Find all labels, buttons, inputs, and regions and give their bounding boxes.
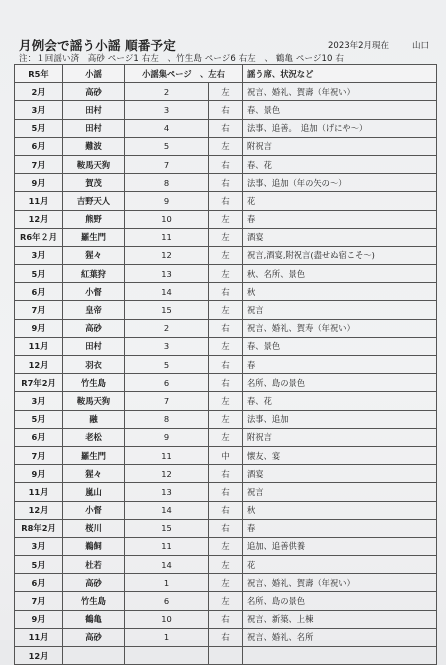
row-side: 右 — [209, 101, 243, 119]
row-side: 左 — [209, 301, 243, 319]
table-row — [15, 174, 437, 192]
table-row — [15, 374, 437, 392]
row-scene: 春 — [243, 519, 437, 537]
page-title: 月例会で謡う小謡 順番予定 — [19, 38, 176, 53]
table-row — [15, 446, 437, 464]
row-scene: 名所、島の景色 — [243, 592, 437, 610]
row-month: 6月 — [15, 428, 63, 446]
row-month: 6月 — [15, 137, 63, 155]
row-page: 13 — [125, 265, 209, 283]
row-page: 12 — [125, 465, 209, 483]
row-page: 7 — [125, 155, 209, 173]
row-page: 11 — [125, 537, 209, 555]
row-scene: 祝言、婚礼、賀壽（年祝い） — [243, 574, 437, 592]
row-piece: 難波 — [63, 137, 125, 155]
row-month: 9月 — [15, 610, 63, 628]
row-page: 14 — [125, 283, 209, 301]
row-month: 3月 — [15, 246, 63, 264]
page-note: 注：１回謡い済 高砂 ページ1 右左 、竹生島 ページ6 右左 、 鶴亀 ページ10 右 — [19, 54, 344, 64]
table-row — [15, 83, 437, 101]
row-scene: 秋 — [243, 283, 437, 301]
table-row — [15, 428, 437, 446]
row-side: 右 — [209, 155, 243, 173]
row-page: 8 — [125, 410, 209, 428]
row-month: 5月 — [15, 119, 63, 137]
table-row — [15, 246, 437, 264]
row-month: 7月 — [15, 592, 63, 610]
table-row — [15, 410, 437, 428]
row-page: 9 — [125, 192, 209, 210]
row-page — [125, 647, 209, 665]
table-row — [15, 610, 437, 628]
row-page: 3 — [125, 101, 209, 119]
row-page: 6 — [125, 374, 209, 392]
row-side: 右 — [209, 610, 243, 628]
row-month: 11月 — [15, 483, 63, 501]
row-piece: 賀茂 — [63, 174, 125, 192]
row-scene: 祝言、婚礼、賀寿（年祝い） — [243, 319, 437, 337]
row-month: 6月 — [15, 283, 63, 301]
row-piece: 竹生島 — [63, 592, 125, 610]
row-side: 左 — [209, 337, 243, 355]
row-piece: 高砂 — [63, 83, 125, 101]
row-scene: 花 — [243, 192, 437, 210]
row-piece: 猩々 — [63, 246, 125, 264]
row-piece: 吉野天人 — [63, 192, 125, 210]
row-page: 4 — [125, 119, 209, 137]
row-scene: 祝言 — [243, 483, 437, 501]
table-row — [15, 647, 437, 665]
row-side: 右 — [209, 483, 243, 501]
table-row — [15, 192, 437, 210]
row-month: 11月 — [15, 337, 63, 355]
row-piece: 鞍馬天狗 — [63, 392, 125, 410]
row-page: 1 — [125, 628, 209, 646]
table-row — [15, 592, 437, 610]
row-piece: 融 — [63, 410, 125, 428]
table-row — [15, 501, 437, 519]
row-piece: 老松 — [63, 428, 125, 446]
row-piece: 田村 — [63, 337, 125, 355]
row-month: 7月 — [15, 301, 63, 319]
row-page: 2 — [125, 83, 209, 101]
row-scene: 春、花 — [243, 392, 437, 410]
table-row — [15, 101, 437, 119]
row-side: 左 — [209, 210, 243, 228]
row-page: 14 — [125, 501, 209, 519]
row-page: 10 — [125, 610, 209, 628]
row-month: R8年2月 — [15, 519, 63, 537]
row-scene: 追加、追善供養 — [243, 537, 437, 555]
row-scene: 花 — [243, 556, 437, 574]
row-side: 左 — [209, 428, 243, 446]
table-row — [15, 137, 437, 155]
row-scene: 酒宴 — [243, 465, 437, 483]
row-month: 11月 — [15, 192, 63, 210]
row-side: 右 — [209, 283, 243, 301]
table-row — [15, 356, 437, 374]
row-side: 左 — [209, 592, 243, 610]
row-month: 5月 — [15, 265, 63, 283]
row-scene: 酒宴 — [243, 228, 437, 246]
row-side: 左 — [209, 574, 243, 592]
table-row — [15, 392, 437, 410]
row-piece: 嵐山 — [63, 483, 125, 501]
row-scene: 春 — [243, 356, 437, 374]
row-scene: 春、花 — [243, 155, 437, 173]
row-side: 中 — [209, 446, 243, 464]
row-scene: 祝言、婚礼、賀壽（年祝い） — [243, 83, 437, 101]
column-header-scene: 謡う席、状況など — [243, 65, 437, 83]
row-page: 14 — [125, 556, 209, 574]
table-row — [15, 574, 437, 592]
row-side: 右 — [209, 465, 243, 483]
row-scene: 祝言,酒宴,附祝言(盡せぬ宿こそ〜) — [243, 246, 437, 264]
row-scene — [243, 647, 437, 665]
row-piece: 羅生門 — [63, 228, 125, 246]
row-piece: 桜川 — [63, 519, 125, 537]
row-page: 1 — [125, 574, 209, 592]
row-scene: 名所、島の景色 — [243, 374, 437, 392]
row-piece: 田村 — [63, 101, 125, 119]
row-month: 12月 — [15, 356, 63, 374]
row-piece: 羅生門 — [63, 446, 125, 464]
row-side: 右 — [209, 319, 243, 337]
row-page: 10 — [125, 210, 209, 228]
table-row — [15, 210, 437, 228]
table-row — [15, 337, 437, 355]
row-month: 3月 — [15, 392, 63, 410]
row-month: 6月 — [15, 574, 63, 592]
row-side: 左 — [209, 537, 243, 555]
row-month: 5月 — [15, 556, 63, 574]
row-scene: 春、景色 — [243, 101, 437, 119]
row-side: 左 — [209, 410, 243, 428]
row-month: R7年2月 — [15, 374, 63, 392]
row-month: 3月 — [15, 101, 63, 119]
row-page: 15 — [125, 301, 209, 319]
row-scene: 附祝言 — [243, 428, 437, 446]
row-piece: 羽衣 — [63, 356, 125, 374]
row-piece: 猩々 — [63, 465, 125, 483]
row-page: 15 — [125, 519, 209, 537]
row-scene: 祝言、新築、上棟 — [243, 610, 437, 628]
table-row — [15, 119, 437, 137]
row-page: 11 — [125, 446, 209, 464]
table-row — [15, 519, 437, 537]
row-side — [209, 647, 243, 665]
row-piece: 高砂 — [63, 628, 125, 646]
row-piece: 高砂 — [63, 574, 125, 592]
table-body — [15, 83, 437, 665]
row-month: 9月 — [15, 465, 63, 483]
row-month: 12月 — [15, 210, 63, 228]
row-piece: 熊野 — [63, 210, 125, 228]
row-side: 右 — [209, 374, 243, 392]
row-side: 右 — [209, 519, 243, 537]
row-page: 9 — [125, 428, 209, 446]
row-piece: 杜若 — [63, 556, 125, 574]
row-scene: 懐友、宴 — [243, 446, 437, 464]
author-name: 山口 — [412, 41, 430, 51]
row-month: 9月 — [15, 319, 63, 337]
row-scene: 法事、追加（年の矢の〜） — [243, 174, 437, 192]
table-row — [15, 283, 437, 301]
schedule-table — [14, 64, 437, 665]
row-piece: 紅葉狩 — [63, 265, 125, 283]
table-row — [15, 155, 437, 173]
table-row — [15, 265, 437, 283]
table-row — [15, 537, 437, 555]
row-scene: 春 — [243, 210, 437, 228]
row-side: 左 — [209, 392, 243, 410]
row-page: 5 — [125, 356, 209, 374]
row-page: 12 — [125, 246, 209, 264]
row-scene: 法事、追善。 追加（げにや〜） — [243, 119, 437, 137]
row-month: 7月 — [15, 446, 63, 464]
row-page: 5 — [125, 137, 209, 155]
row-piece: 竹生島 — [63, 374, 125, 392]
column-header-year: R5年 — [15, 65, 63, 83]
row-piece — [63, 647, 125, 665]
table-row — [15, 465, 437, 483]
row-scene: 法事、追加 — [243, 410, 437, 428]
table-row — [15, 483, 437, 501]
row-piece: 鞍馬天狗 — [63, 155, 125, 173]
row-side: 右 — [209, 192, 243, 210]
row-month: 5月 — [15, 410, 63, 428]
row-month: 11月 — [15, 628, 63, 646]
row-page: 2 — [125, 319, 209, 337]
row-page: 11 — [125, 228, 209, 246]
row-piece: 小督 — [63, 501, 125, 519]
row-page: 13 — [125, 483, 209, 501]
row-month: 2月 — [15, 83, 63, 101]
row-page: 8 — [125, 174, 209, 192]
row-scene: 祝言、婚礼、名所 — [243, 628, 437, 646]
row-scene: 附祝言 — [243, 137, 437, 155]
row-side: 左 — [209, 137, 243, 155]
row-piece: 田村 — [63, 119, 125, 137]
row-side: 右 — [209, 501, 243, 519]
row-scene: 祝言 — [243, 301, 437, 319]
row-side: 右 — [209, 174, 243, 192]
document-date: 2023年2月現在 — [328, 41, 390, 51]
row-side: 右 — [209, 356, 243, 374]
row-piece: 高砂 — [63, 319, 125, 337]
row-scene: 春、景色 — [243, 337, 437, 355]
row-side: 左 — [209, 228, 243, 246]
row-page: 6 — [125, 592, 209, 610]
row-page: 7 — [125, 392, 209, 410]
table-header-row — [15, 65, 437, 83]
row-page: 3 — [125, 337, 209, 355]
row-month: 12月 — [15, 647, 63, 665]
row-piece: 皇帝 — [63, 301, 125, 319]
table-row — [15, 556, 437, 574]
column-header-page-side: 小謡集ページ 、左右 — [125, 65, 243, 83]
row-month: 3月 — [15, 537, 63, 555]
table-row — [15, 228, 437, 246]
row-piece: 鶴亀 — [63, 610, 125, 628]
row-month: 7月 — [15, 155, 63, 173]
row-month: 9月 — [15, 174, 63, 192]
row-side: 右 — [209, 628, 243, 646]
row-side: 左 — [209, 83, 243, 101]
row-side: 左 — [209, 556, 243, 574]
table-row — [15, 319, 437, 337]
row-month: 12月 — [15, 501, 63, 519]
column-header-piece: 小謡 — [63, 65, 125, 83]
row-piece: 小督 — [63, 283, 125, 301]
row-side: 左 — [209, 246, 243, 264]
row-month: R6年２月 — [15, 228, 63, 246]
table-row — [15, 628, 437, 646]
row-piece: 鵜飼 — [63, 537, 125, 555]
row-scene: 秋、名所、景色 — [243, 265, 437, 283]
row-side: 左 — [209, 265, 243, 283]
row-scene: 秋 — [243, 501, 437, 519]
row-side: 右 — [209, 119, 243, 137]
table-row — [15, 301, 437, 319]
